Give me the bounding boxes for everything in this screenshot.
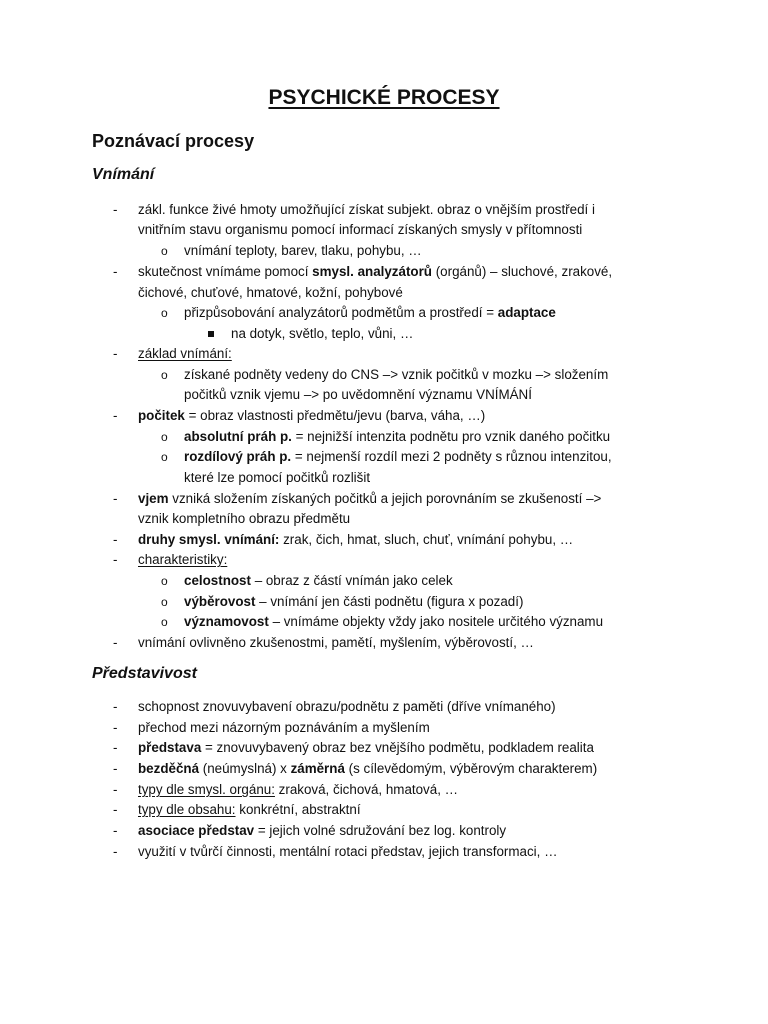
sub-list-item-continuation: počitků vznik vjemu –> po uvědomnění významu VNÍMÁNÍ [184, 387, 532, 402]
list-item: asociace představ = jejich volné sdružování bez log. kontroly [138, 823, 507, 838]
sub-list-item: absolutní práh p. = nejnižší intenzita podnětu pro vznik daného počitku [184, 429, 611, 444]
bullet-circle: o [161, 615, 168, 629]
sub-list-item: vnímání teploty, barev, tlaku, pohybu, … [184, 243, 422, 258]
sub-list-item-continuation: které lze pomocí počitků rozlišit [184, 470, 371, 485]
page-title: PSYCHICKÉ PROCESY [268, 86, 500, 109]
bullet-dash: - [113, 699, 118, 714]
bullet-square [208, 331, 214, 337]
list-item-continuation: vnitřním stavu organismu pomocí informací získaných smysly v přítomnosti [138, 222, 583, 237]
sub-list-item: významovost – vnímáme objekty vždy jako nositele určitého významu [184, 614, 604, 629]
list-item: skutečnost vnímáme pomocí smysl. analyzátorů (orgánů) – sluchové, zrakové, [138, 264, 613, 279]
bullet-dash: - [113, 635, 118, 650]
list-item-continuation: vznik kompletního obrazu předmětu [138, 511, 351, 526]
list-item: vnímání ovlivněno zkušenostmi, pamětí, myšlením, výběrovostí, … [138, 635, 534, 650]
list-item: charakteristiky: [138, 552, 228, 567]
bullet-dash: - [113, 761, 118, 776]
bullet-circle: o [161, 244, 168, 258]
bullet-circle: o [161, 306, 168, 320]
bullet-circle: o [161, 574, 168, 588]
bullet-dash: - [113, 720, 118, 735]
sub-list-item: rozdílový práh p. = nejmenší rozdíl mezi 2 podněty s různou intenzitou, [184, 449, 612, 464]
bullet-dash: - [113, 802, 118, 817]
list-item: schopnost znovuvybavení obrazu/podnětu z paměti (dříve vnímaného) [138, 699, 556, 714]
list-item-continuation: čichové, chuťové, hmatové, kožní, pohybové [138, 285, 403, 300]
bullet-dash: - [113, 491, 118, 506]
subheading-vnimani: Vnímání [92, 166, 155, 183]
list-item: druhy smysl. vnímání: zrak, čich, hmat, sluch, chuť, vnímání pohybu, … [138, 532, 574, 547]
sub-list-item: výběrovost – vnímání jen části podnětu (figura x pozadí) [184, 594, 524, 609]
list-item: bezděčná (neúmyslná) x záměrná (s cílevědomým, výběrovým charakterem) [138, 761, 598, 776]
bullet-circle: o [161, 595, 168, 609]
bullet-dash: - [113, 202, 118, 217]
bullet-dash: - [113, 346, 118, 361]
bullet-dash: - [113, 264, 118, 279]
bullet-dash: - [113, 823, 118, 838]
list-item: přechod mezi názorným poznáváním a myšlením [138, 720, 430, 735]
list-item: typy dle obsahu: konkrétní, abstraktní [138, 802, 361, 817]
list-item: vjem vzniká složením získaných počitků a jejich porovnáním se zkušeností –> [138, 491, 602, 506]
sub-sub-list-item: na dotyk, světlo, teplo, vůni, … [231, 326, 414, 341]
list-item: základ vnímání: [138, 346, 232, 361]
list-item: zákl. funkce živé hmoty umožňující získat subjekt. obraz o vnějším prostředí i [138, 202, 595, 217]
bullet-dash: - [113, 552, 118, 567]
bullet-dash: - [113, 782, 118, 797]
bullet-circle: o [161, 368, 168, 382]
sub-list-item: získané podněty vedeny do CNS –> vznik počitků v mozku –> složením [184, 367, 609, 382]
sub-list-item: celostnost – obraz z částí vnímán jako celek [184, 573, 453, 588]
list-item: typy dle smysl. orgánu: zraková, čichová, hmatová, … [138, 782, 459, 797]
bullet-dash: - [113, 740, 118, 755]
bullet-circle: o [161, 430, 168, 444]
bullet-dash: - [113, 408, 118, 423]
bullet-dash: - [113, 532, 118, 547]
sub-list-item: přizpůsobování analyzátorů podmětům a prostředí = adaptace [184, 305, 556, 320]
bullet-dash: - [113, 844, 118, 859]
section-heading: Poznávací procesy [92, 131, 255, 151]
list-item: představa = znovuvybavený obraz bez vnějšího podmětu, podkladem realita [138, 740, 594, 755]
bullet-circle: o [161, 450, 168, 464]
list-item: počitek = obraz vlastnosti předmětu/jevu (barva, váha, …) [138, 408, 486, 423]
subheading-predstavivost: Představivost [92, 665, 197, 682]
list-item: využití v tvůrčí činnosti, mentální rotaci představ, jejich transformaci, … [138, 844, 558, 859]
